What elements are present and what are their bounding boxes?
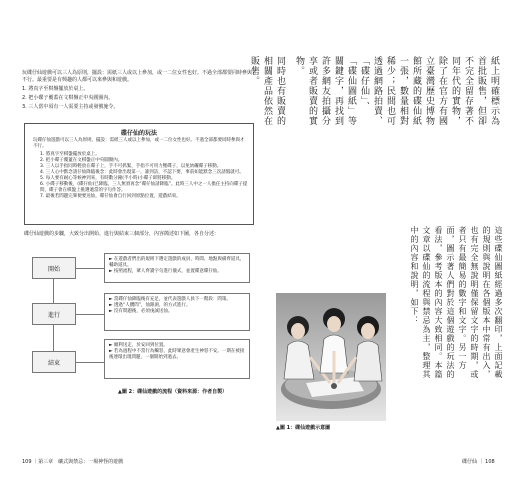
rules-step: 4. 三人心中默念請仔仙降臨後念：此時會出現第一，誰到訪，不認下要，事前如能默念三次請假就可。 [40, 170, 244, 175]
rules-step: 2. 把小碟子覆蓋在文棋盤正中央圓圈內。 [40, 158, 123, 163]
rules-box-title: 碟仔仙的玩法 [120, 130, 157, 137]
flow-down-arrow [53, 279, 54, 303]
left-bullet-3: 3. 三人當中須有一人需要主持或發號施令。 [22, 104, 119, 110]
game-illustration [276, 293, 386, 421]
flow-connector [76, 268, 104, 269]
right-top-paragraph: 紙上明確標示為首批販售，但卻不完全留存著不同年代的實物，除了在官方有國立臺灣歷史博物館所藏的碟仙紙一張，數量相對稀少；民間也可透過網路拍賣、「碟仔仙」、「碟仙圖紙」等關鍵字，再找到許多網友拍攝分享或者販賣的實物。 [294, 56, 499, 126]
left-intro-paragraph: 玩碟仔仙遊戲可以三人為原則，擺設：需紙三人或以上參加，或一二位女性也好。不過全部都要同時參與才不行。最重要是有興趣的人都可以來參與和遊戲。 [22, 70, 258, 83]
stage-detail: ► 透過“人體問”，仙跟詢，的方式進行。 [109, 303, 191, 308]
stage-progress: 進行 [32, 303, 76, 325]
right-body-text: 這些碟仙圖紙經過多次翻印，上面記載的規則與說明在各個版本中常有出入，也有完全無說明僅保留文字的時期，或者只有最簡易的數字和文字。另一方面，圖示著人們對於這個遊戲的玩法的看法，參考版本的內容大致相同。本篇文章以碟仙的流程與禁忌為主，整理其中的內容和說明，如下： [410, 226, 503, 379]
right-top-paragraph: 同時也有販賣的相關產品依然在販售。 [249, 56, 285, 126]
figure-1-caption: ▲圖 1：碟仙遊戲示意圖 [276, 425, 331, 431]
flow-connector [76, 314, 104, 315]
rules-step: 3. 三人以手指同時輕放在碟子上，手不可抓緊，手指不可用力壓碟子，以免妨礙碟子移動。 [40, 164, 222, 169]
stage-progress-details [104, 293, 250, 331]
stage-end-details [104, 339, 250, 379]
rules-step: 5. 每人要有耐心等候神到來，有時數分鐘(半小時)小碟子即將移動。 [40, 176, 176, 181]
stage-end: 結束 [32, 351, 76, 373]
left-intro-text [22, 70, 258, 113]
rules-step: 6. 小碟子移動後，(碟仔仙)已降臨，三人無須再念“碟仔仙請降臨”。此時三人中之一人擔任主持向碟子提問，碟子會在棋盤上挑選適當的字句作答。 [40, 182, 248, 193]
rules-box-intro: 玩碟仔仙遊戲可以三人為原則，擺設：需紙三人或以上參加，或一二位女性也好。不過全部都要同時參與才不行。 [33, 138, 245, 149]
left-footer: 109 ｜第三章 礦式與禁忌：一場神怪的遊戲 [22, 459, 124, 465]
rules-step: 1. 將真字至棋盤擺放於桌上。 [40, 152, 100, 157]
stage-start: 開始 [32, 257, 76, 279]
stage-detail: ► 在遊戲者們出的規則下選定遊戲的成員，時間、地點與備齊道具，輔助道具。 [109, 257, 245, 268]
stage-detail: ► 若為過程中不當行為觸怒，此時眾意會產生神怒不安。一期在被接後連環出現問題，一個開始到過去。 [109, 349, 245, 360]
rules-box [24, 123, 254, 225]
left-bullet-2: 2. 把小碟子覆蓋在文棋盤正中央圓圈內。 [22, 95, 114, 101]
right-footer: 碟仔仙 ｜ 108 [462, 459, 495, 465]
flow-diagram [26, 253, 260, 381]
stage-detail: ► 順利送走，於安回到位置。 [109, 343, 168, 348]
stage-detail: ► 沒有問題後，必須虔誠送仙。 [109, 309, 173, 314]
right-top-text [249, 56, 500, 126]
rules-step: 7. 最後若問題完畢便要送仙，碟仔仙會自行回到原點位置，遊戲結束。 [40, 194, 181, 199]
stage-detail: ► 按照流程，眾人齊讀字句進行儀式，並置碟意碟仔仙。 [109, 269, 222, 274]
left-bullet-1: 1. 將真字至棋盤擺放於桌上。 [22, 86, 89, 92]
flow-connector [76, 362, 104, 363]
stage-start-details [104, 253, 250, 283]
rules-box-steps [33, 152, 254, 200]
stage-detail: ► 當碟仔仙降臨後有充足，並代表遊戲人員下一階段：問策。 [109, 297, 231, 302]
flow-down-arrow [53, 325, 54, 351]
flow-intro-text: 碟仔仙遊戲的步驟，大致分出開始、進行與結束三個部分，內容簡述如下圖，各自分述： [24, 231, 220, 237]
figure-2-caption: ▲圖 2：碟仙遊戲的流程（資料來源：作者自製） [118, 389, 228, 395]
